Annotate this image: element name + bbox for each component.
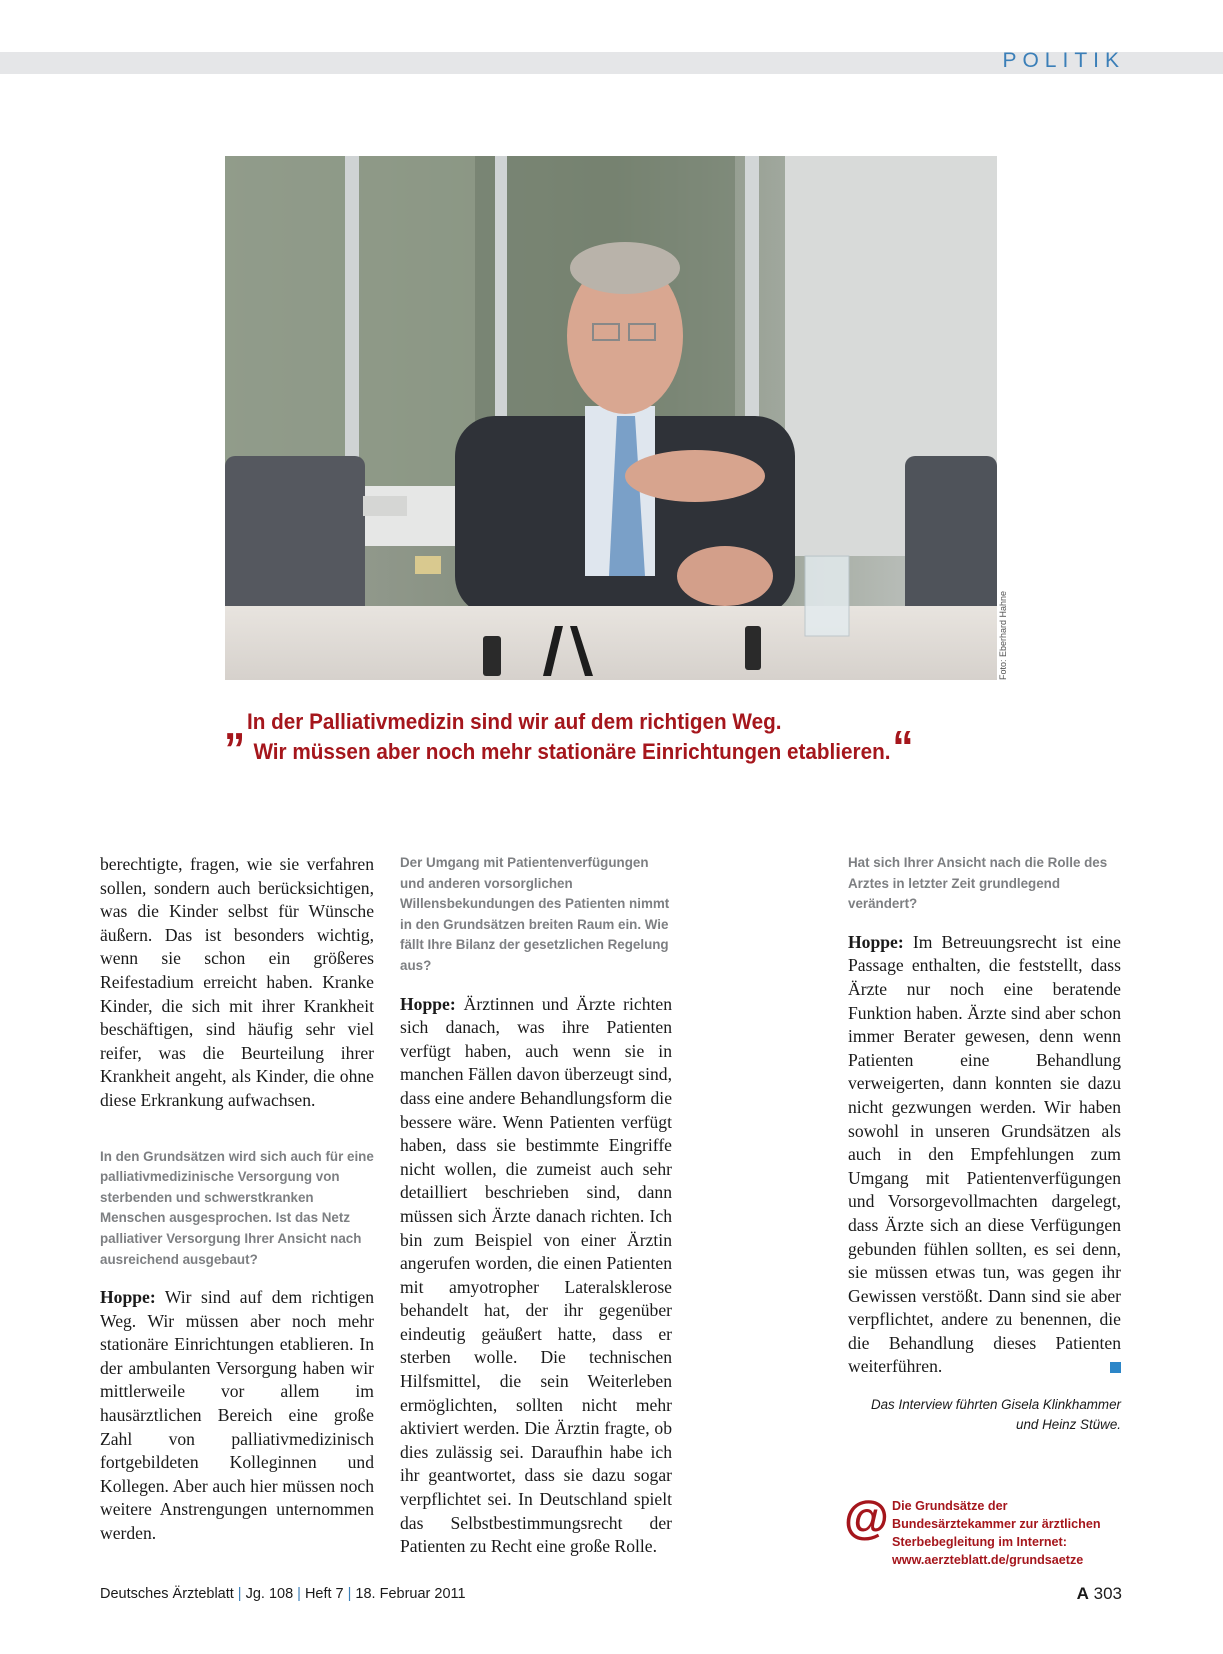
journal-issue: Heft 7 (304, 1586, 344, 1602)
issue-date: 18. Februar 2011 (355, 1586, 466, 1602)
page-footer (100, 1586, 1122, 1608)
journal-name: Deutsches Ärzteblatt (100, 1586, 234, 1602)
column-2 (400, 853, 672, 1559)
pull-quote (224, 697, 942, 773)
answer-palliative-care (100, 1286, 374, 1546)
interviewer-credit-line-1: Das Interview führten Gisela Klinkhammer (870, 1397, 1121, 1413)
pull-quote-line-2: Wir müssen aber noch mehr stationäre Einrichtungen etablieren. (253, 739, 891, 764)
question-patient-directives: Der Umgang mit Patientenverfügungen und anderen vorsorglichen Willensbekundungen des Patienten nimmt in den Grundsätzen breiten Raum ein. Wie fällt Ihre Bilanz der gesetzlichen Regelung aus? (400, 855, 670, 973)
page-number-value: 303 (1093, 1584, 1122, 1603)
web-reference-text[interactable]: Die Grundsätze der Bundesärztekammer zur ärztlichen Sterbebegleitung im Internet: www.aerzteblatt.de/grundsaetze (892, 1499, 1101, 1567)
column-1-intro-text: berechtigte, fragen, wie sie verfahren sollen, sondern auch berücksichtigen, was die Kinder selbst für Wünsche äußern. Das ist besonders wichtig, wenn sie schon ein größeres Reifestadium erreicht haben. Kranke Kinder, die sich mit ihrer Krankheit beschäftigen, sind häufig sehr viel reifer, was die Beurteilung ihrer Krankheit angeht, als Kinder, die ohne diese Erkrankung aufwachsen. (100, 854, 374, 1110)
pull-quote-line-1: In der Palliativmedizin sind wir auf dem richtigen Weg. (247, 709, 782, 734)
interview-photo (225, 156, 997, 680)
closing-quote-mark: “ (892, 721, 914, 773)
column-1 (100, 853, 374, 1546)
opening-quote-mark: „ (224, 697, 246, 749)
end-of-article-marker (1110, 1362, 1121, 1373)
answer-text: Ärztinnen und Ärzte richten sich danach, was ihre Patienten verfügt haben, auch wenn sie in manchen Fällen davon überzeugt sind, dass eine andere Behandlungsform die bessere wäre. Wenn Patienten verfügt haben, dass sie bestimmte Eingriffe nicht wollen, die zumeist auch sehr detailliert beschrieben sind, dann müssen sich Ärzte danach richten. Ich bin zum Beispiel von einer Ärztin angerufen worden, die einen Patienten mit amyotropher Lateralsklerose behandelt hat, der ihr gegenüber eindeutig geäußert hatte, dass er sterben wolle. Die technischen Hilfsmittel, die sein Weiterleben ermöglichten, sollten nicht mehr aktiviert werden. Die Ärztin fragte, ob dies zulässig sei. Daraufhin habe ich ihr geantwortet, dass sie dazu sogar verpflichtet sei. In Deutschland spielt das Selbstbestimmungsrecht der Patienten zu Recht eine große Rolle. (400, 993, 672, 1557)
answer-role-of-doctor (848, 931, 1121, 1379)
speaker-label: Hoppe: (100, 1287, 156, 1308)
question-role-of-doctor: Hat sich Ihrer Ansicht nach die Rolle des Arztes in letzter Zeit grundlegend verändert? (848, 855, 1108, 912)
page-number (1077, 1584, 1122, 1604)
photo-illustration (225, 156, 997, 680)
column-3 (848, 853, 1121, 1435)
at-icon: @ (844, 1491, 889, 1543)
interviewer-credit (848, 1395, 1121, 1435)
journal-volume: Jg. 108 (245, 1586, 294, 1602)
speaker-label: Hoppe: (400, 993, 456, 1014)
speaker-label: Hoppe: (848, 931, 904, 952)
photo-credit: Foto: Eberhard Hahne (998, 590, 1008, 680)
answer-text: Im Betreuungsrecht ist eine Passage enthalten, die feststellt, dass Ärzte nur noch eine beratende Funktion haben. Ärzte sind aber schon immer Berater gewesen, denn wenn Patienten eine Behandlung verweigerten, dann konnten sie dazu nicht gezwungen werden. Wir haben sowohl in unseren Grundsätzen als auch in den Empfehlungen zum Umgang mit Patientenverfügungen und Vorsorgevollmachten dargelegt, dass Ärzte sich an diese Verfügungen gebunden fühlen sollten, es sei denn, sie müssen etwas tun, was gegen ihr Gewissen verstößt. Dann sind sie aber verpflichtet, andere zu benennen, die die Behandlung dieses Patienten weiterführen. (848, 931, 1121, 1377)
web-reference-note (844, 1491, 1122, 1567)
page-prefix: A (1076, 1584, 1089, 1603)
footer-separator: | (297, 1586, 301, 1602)
section-label: POLITIK (1002, 49, 1125, 72)
footer-separator: | (237, 1586, 242, 1602)
footer-separator: | (347, 1586, 352, 1602)
answer-patient-directives (400, 993, 672, 1559)
interviewer-credit-line-2: und Heinz Stüwe. (1016, 1417, 1121, 1433)
question-palliative-care: In den Grundsätzen wird sich auch für eine palliativmedizinische Versorgung von sterbenden und schwerstkranken Menschen ausgesprochen. Ist das Netz palliativer Versorgung Ihrer Ansicht nach ausreichend ausgebaut? (100, 1148, 374, 1267)
answer-text: Wir sind auf dem richtigen Weg. Wir müssen aber noch mehr stationäre Einrichtungen etablieren. In der ambulanten Versorgung haben wir mittlerweile vor allem im hausärztlichen Bereich eine große Zahl von palliativmedizinisch fortgebildeten Kolleginnen und Kollegen. Aber auch hier müssen noch weitere Anstrengungen unternommen werden. (100, 1287, 374, 1544)
